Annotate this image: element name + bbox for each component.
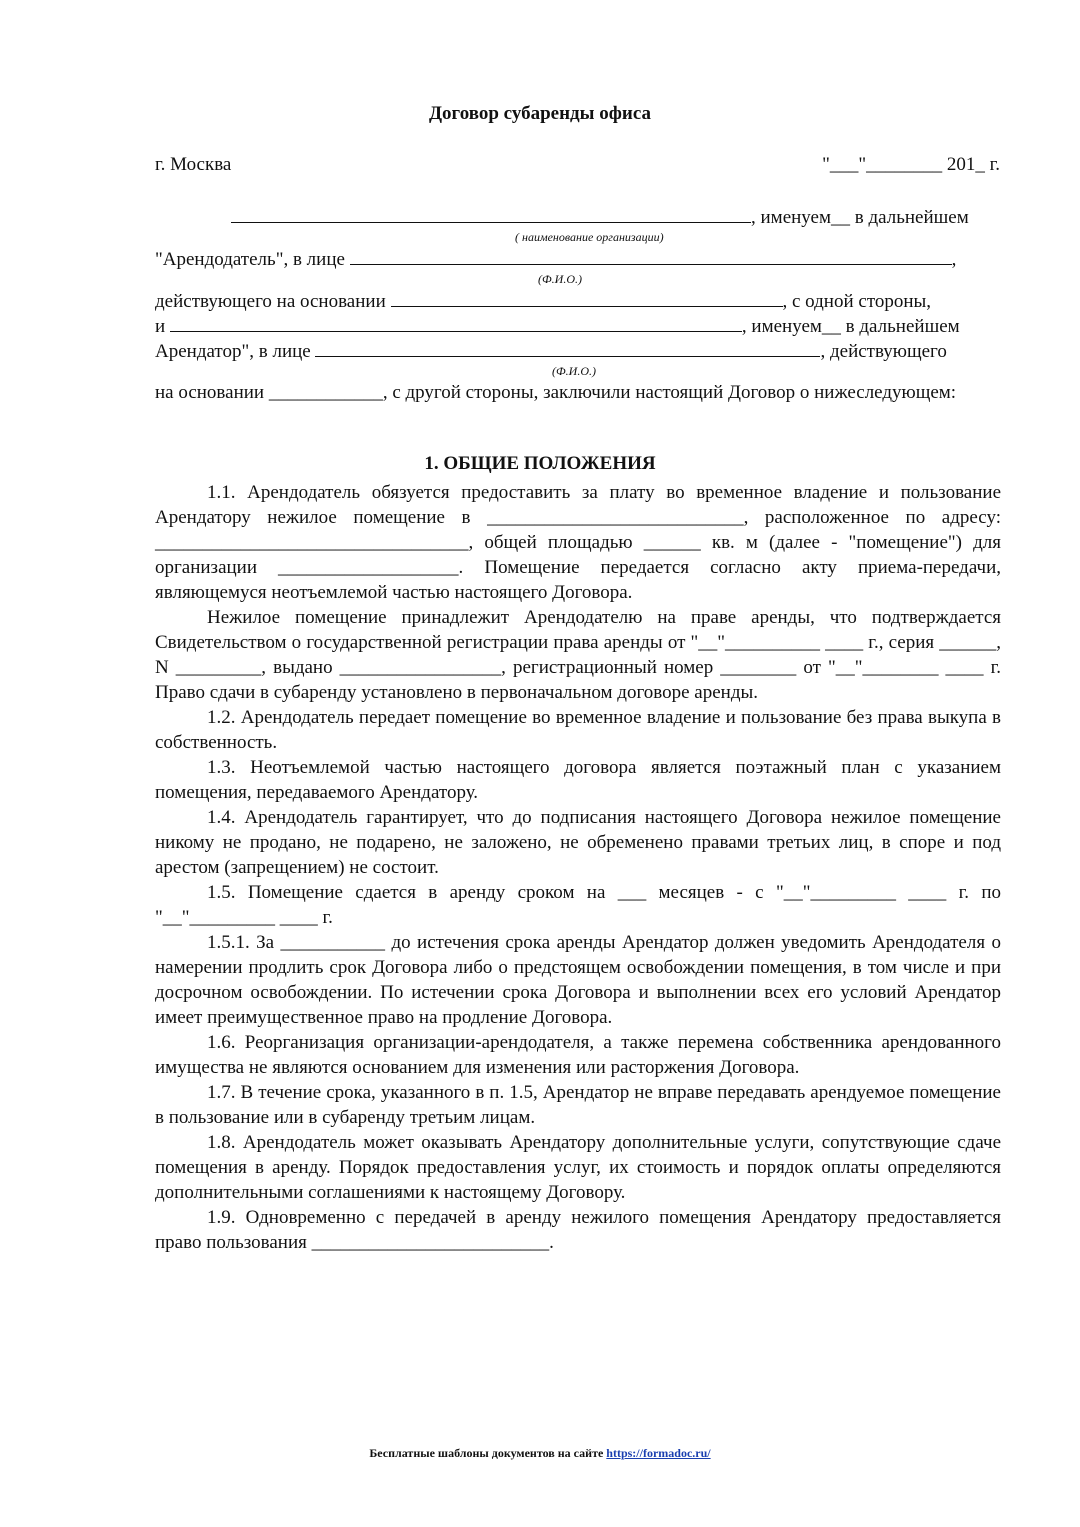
caption-fio-1: (Ф.И.О.) [538, 272, 582, 286]
city: г. Москва [155, 154, 232, 175]
parties-line-1 [155, 204, 1001, 229]
paragraph-1-9: 1.9. Одновременно с передачей в аренду нежилого помещения Арендатору предоставляется право пользования _________________________. [155, 1207, 1001, 1253]
parties-line-5-suffix: , действующего [820, 341, 947, 362]
section-body [155, 480, 1001, 1255]
parties-line-4 [155, 313, 1001, 338]
parties-line-3-suffix: , с одной стороны, [782, 291, 932, 312]
tenant-rep-blank [315, 338, 820, 357]
parties-line-2-prefix: "Арендодатель", в лице [155, 249, 345, 270]
parties-line-4-prefix: и [155, 316, 166, 337]
lessor-rep-blank [350, 246, 952, 265]
paragraph-1-6: 1.6. Реорганизация организации-арендодателя, а также перемена собственника арендованного имущества не являются основанием для изменения или расторжения Договора. [155, 1032, 1001, 1078]
section-title: 1. ОБЩИЕ ПОЛОЖЕНИЯ [424, 453, 656, 474]
parties-line-3 [155, 288, 1001, 313]
parties-line-1-suffix: , именуем__ в дальнейшем [751, 207, 969, 228]
parties-closing: на основании ____________, с другой стороны, заключили настоящий Договор о нижеследующем: [155, 382, 957, 403]
paragraph-1-1: 1.1. Арендодатель обязуется предоставить за плату во временное владение и пользование Арендатору нежилое помещение в ___________________________, расположенное по адресу: _________________________________, общей площадью ______ кв. м (далее - "помещение") для организации ___________________. Помещение передается согласно акту приема-передачи, являющемуся неотъемлемой частью настоящего Договора. [155, 482, 1001, 603]
tenant-name-blank [170, 313, 742, 332]
parties-line-4-suffix: , именуем__ в дальнейшем [741, 316, 960, 337]
parties-line-5-prefix: Арендатор", в лице [155, 341, 311, 362]
document-title: Договор субаренды офиса [428, 103, 652, 124]
footer-text: Бесплатные шаблоны документов на сайте [369, 1446, 607, 1460]
paragraph-1-3: 1.3. Неотъемлемой частью настоящего договора является поэтажный план с указанием помещения, передаваемого Арендатору. [155, 757, 1001, 803]
paragraph-1-8: 1.8. Арендодатель может оказывать Арендатору дополнительные услуги, сопутствующие сдаче помещения в аренду. Порядок предоставления услуг, их стоимость и порядок оплаты определяются дополнительными соглашениями к настоящему Договору. [155, 1132, 1001, 1203]
paragraph-1-5: 1.5. Помещение сдается в аренду сроком на ___ месяцев - с "__"_________ ____ г. по "__"_________ ____ г. [155, 882, 1001, 928]
paragraph-1-2: 1.2. Арендодатель передает помещение во временное владение и пользование без права выкупа в собственность. [155, 707, 1001, 753]
contract-date: "___"________ 201_ г. [822, 154, 1000, 175]
paragraph-1-5-1: 1.5.1. За ___________ до истечения срока аренды Арендатор должен уведомить Арендодателя о намерении продлить срок Договора либо о предстоящем освобождении помещения, в том числе и при досрочном освобождении. По истечении срока Договора и выполнении всех его условий Арендатор имеет преимущественное право на продление Договора. [155, 932, 1001, 1028]
footer [0, 1446, 1080, 1461]
caption-org: ( наименование организации) [515, 230, 664, 244]
caption-fio-2: (Ф.И.О.) [552, 364, 596, 378]
parties-line-2: "Арендодатель", в лице , [155, 246, 1001, 271]
paragraph-1-1-ownership: Нежилое помещение принадлежит Арендодателю на праве аренды, что подтверждается Свидетельством о государственной регистрации права аренды от "__"__________ ____ г., серия ______, N _________, выдано _________________, регистрационный номер ________ от "__"________ ____ г. Право сдачи в субаренду установлено в первоначальном договоре аренды. [155, 607, 1001, 703]
paragraph-1-4: 1.4. Арендодатель гарантирует, что до подписания настоящего Договора нежилое помещение никому не продано, не подарено, не заложено, не обременено правами третьих лиц, в споре и под арестом (запрещением) не состоит. [155, 807, 1001, 878]
footer-link[interactable]: https://formadoc.ru/ [606, 1446, 711, 1460]
lessor-basis-blank [391, 288, 783, 307]
org-name-blank [231, 204, 751, 223]
parties-line-3-prefix: действующего на основании [155, 291, 386, 312]
parties-line-5 [155, 338, 1001, 363]
paragraph-1-7: 1.7. В течение срока, указанного в п. 1.5, Арендатор не вправе передавать арендуемое помещение в пользование или в субаренду третьим лицам. [155, 1082, 1001, 1128]
